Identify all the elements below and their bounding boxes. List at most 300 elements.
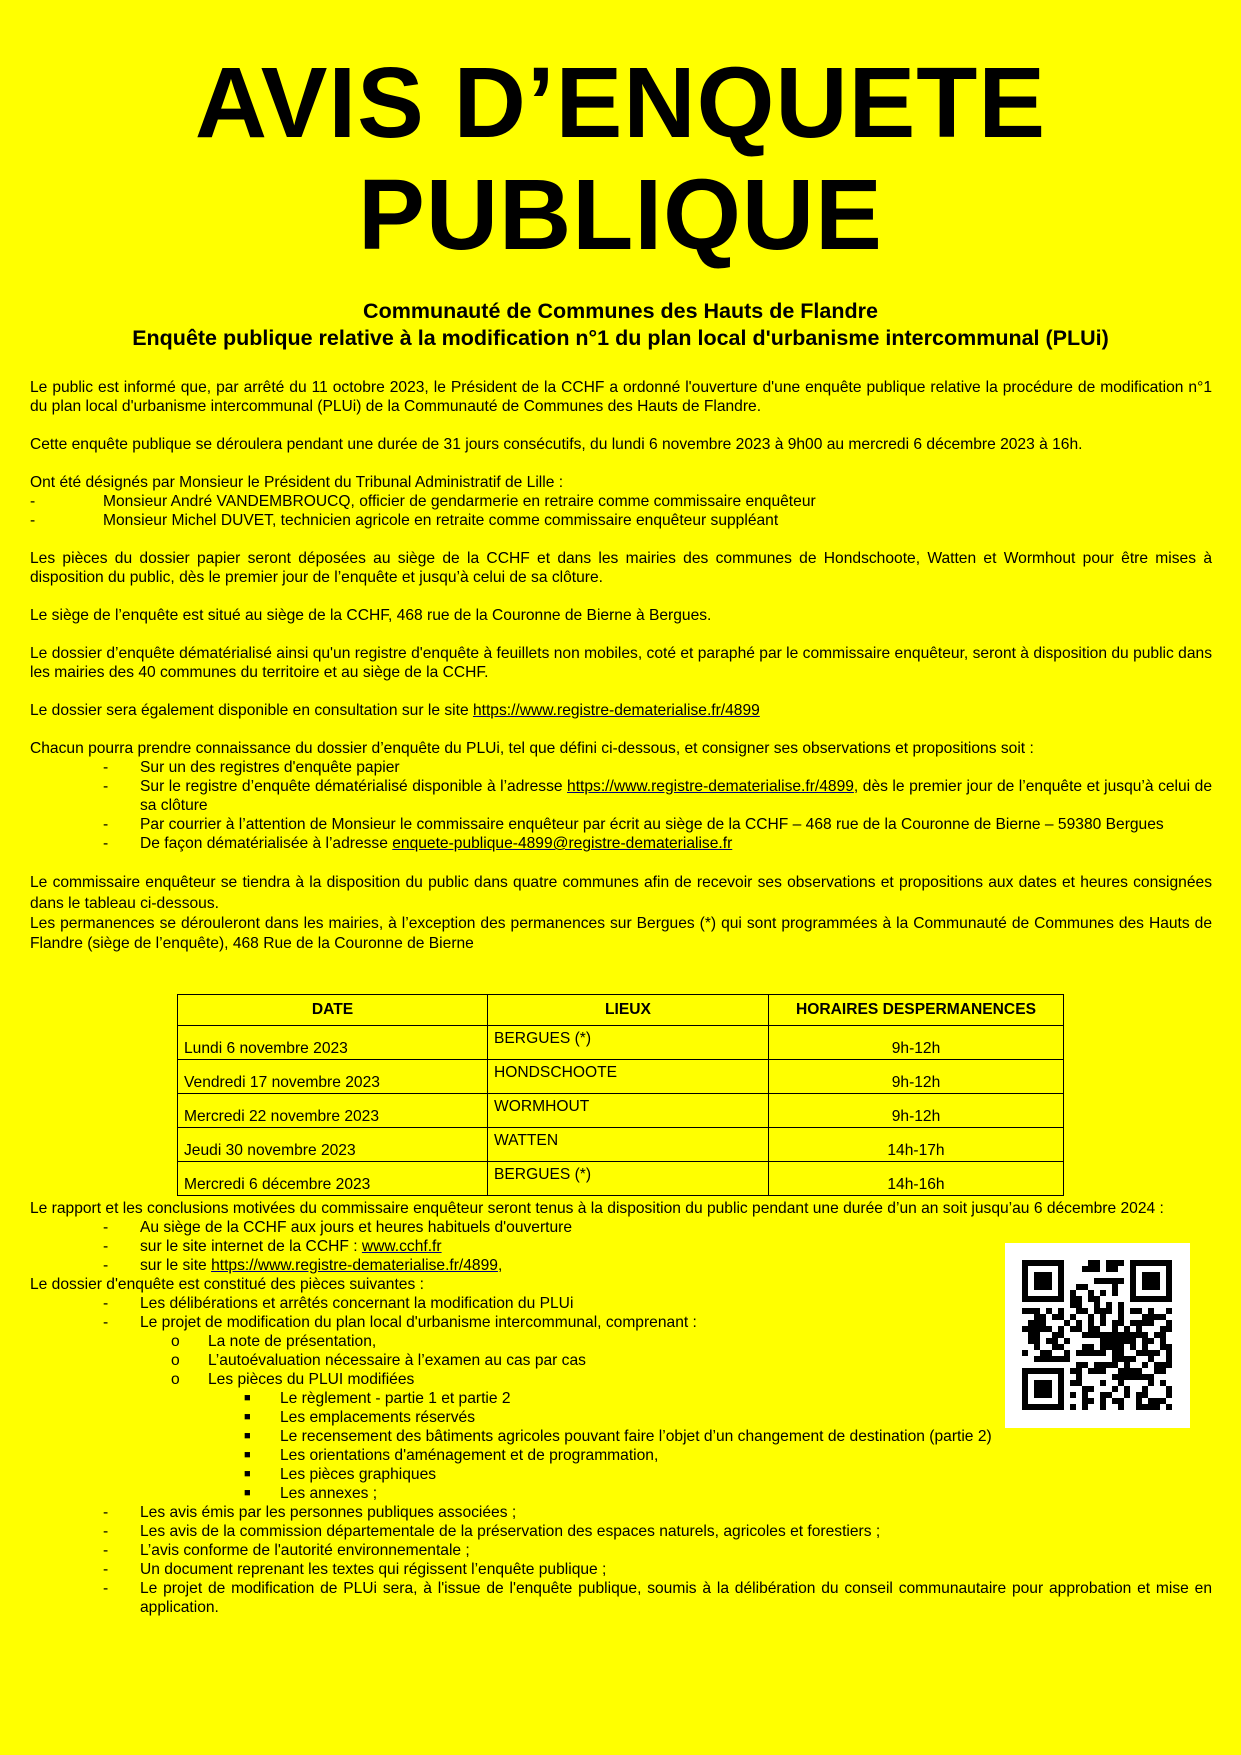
qr-module [1106, 1302, 1112, 1308]
qr-module [1148, 1398, 1154, 1404]
qr-module [1124, 1374, 1130, 1380]
qr-module [1118, 1338, 1124, 1344]
qr-module [1124, 1356, 1130, 1362]
qr-module [1136, 1350, 1142, 1356]
qr-module [1100, 1314, 1106, 1320]
qr-module [1028, 1338, 1034, 1344]
subtitle-line-1: Communauté de Communes des Hauts de Flandre [363, 299, 878, 323]
qr-module [1142, 1362, 1148, 1368]
qr-module [1142, 1392, 1148, 1398]
qr-module [1118, 1278, 1124, 1284]
qr-module [1082, 1266, 1088, 1272]
qr-module [1034, 1344, 1040, 1350]
list-item: ■ Les orientations d'aménagement et de programmation, [30, 1446, 1212, 1465]
qr-module [1166, 1326, 1172, 1332]
qr-module [1136, 1326, 1142, 1332]
qr-module [1142, 1320, 1148, 1326]
qr-module [1154, 1362, 1160, 1368]
qr-module [1058, 1314, 1064, 1320]
qr-module [1112, 1350, 1118, 1356]
qr-module [1106, 1332, 1112, 1338]
qr-module [1166, 1386, 1172, 1392]
circle-bullet: o [171, 1352, 180, 1369]
qr-module [1076, 1296, 1082, 1302]
qr-module [1088, 1320, 1094, 1326]
qr-module [1124, 1326, 1130, 1332]
qr-module [1136, 1398, 1142, 1404]
qr-module [1088, 1326, 1094, 1332]
qr-module [1118, 1308, 1124, 1314]
qr-module [1052, 1356, 1058, 1362]
dash-bullet: - [103, 816, 109, 833]
qr-module [1112, 1386, 1118, 1392]
qr-module [1142, 1314, 1148, 1320]
qr-module [1094, 1332, 1100, 1338]
qr-module [1130, 1356, 1136, 1362]
qr-module [1058, 1332, 1064, 1338]
qr-module [1130, 1368, 1136, 1374]
qr-module [1076, 1350, 1082, 1356]
dash-bullet: - [103, 835, 109, 852]
qr-module [1130, 1344, 1136, 1350]
qr-module [1118, 1374, 1124, 1380]
qr-module [1118, 1356, 1124, 1362]
paragraph-pieces-dossier: Le dossier d'enquête est constitué des pièces suivantes : [30, 1276, 424, 1293]
qr-module [1106, 1362, 1112, 1368]
paragraph-duree: Cette enquête publique se déroulera pendant une durée de 31 jours consécutifs, du lundi 6 novembre 2023 à 9h00 au mercredi 6 décembre 2023 à 16h. [30, 436, 1083, 453]
qr-module [1130, 1332, 1136, 1338]
qr-module [1040, 1356, 1046, 1362]
qr-module [1070, 1368, 1076, 1374]
dash-bullet: - [103, 778, 109, 795]
qr-module [1100, 1344, 1106, 1350]
qr-module [1082, 1284, 1088, 1290]
qr-module [1166, 1320, 1172, 1326]
qr-module [1166, 1404, 1172, 1410]
qr-module [1082, 1308, 1088, 1314]
qr-module [1040, 1326, 1046, 1332]
qr-module [1166, 1344, 1172, 1350]
qr-module [1058, 1356, 1064, 1362]
qr-module [1064, 1356, 1070, 1362]
qr-module [1142, 1404, 1148, 1410]
square-bullet: ■ [244, 1449, 251, 1461]
list-item: o La note de présentation, [30, 1332, 1212, 1351]
square-bullet: ■ [244, 1430, 251, 1442]
qr-module [1160, 1398, 1166, 1404]
notice-body-top [30, 378, 1212, 954]
qr-module [1076, 1326, 1082, 1332]
qr-module [1148, 1320, 1154, 1326]
qr-module [1148, 1308, 1154, 1314]
qr-module [1082, 1332, 1088, 1338]
qr-code-icon[interactable] [1005, 1243, 1190, 1428]
qr-module [1106, 1278, 1112, 1284]
qr-module [1118, 1332, 1124, 1338]
qr-module [1112, 1356, 1118, 1362]
qr-module [1136, 1308, 1142, 1314]
qr-module [1094, 1326, 1100, 1332]
qr-module [1124, 1338, 1130, 1344]
paragraph-lieux: Les permanences se dérouleront dans les mairies, à l’exception des permanences sur Bergues (*) qui sont programmées à la Communauté de Communes des Hauts de Flandre (siège de l’enquête), 468 Rue de la Couronne de Bierne [30, 915, 1212, 952]
qr-module [1100, 1404, 1106, 1410]
qr-module [1112, 1398, 1118, 1404]
qr-module [1130, 1308, 1136, 1314]
qr-module [1142, 1344, 1148, 1350]
qr-module [1118, 1368, 1124, 1374]
qr-module [1100, 1320, 1106, 1326]
qr-module [1142, 1332, 1148, 1338]
registre-link[interactable]: https://www.registre-dematerialise.fr/4899 [472, 702, 760, 719]
square-bullet: ■ [244, 1411, 251, 1423]
qr-module [1148, 1350, 1154, 1356]
qr-module [1082, 1362, 1088, 1368]
list-item: - Sur le registre d’enquête dématérialisé disponible à l’adresse https://www.registre-dematerialise.fr/4899, dès le premier jour de l’enquête et jusqu’à celui de sa clôture [30, 777, 1212, 815]
qr-module [1136, 1368, 1142, 1374]
qr-module [1154, 1314, 1160, 1320]
qr-module [1082, 1404, 1088, 1410]
qr-module [1160, 1332, 1166, 1338]
dash-bullet: - [103, 1542, 109, 1559]
list-item: ■ Les emplacements réservés [30, 1408, 1212, 1427]
qr-module [1100, 1350, 1106, 1356]
qr-module [1076, 1368, 1082, 1374]
dash-bullet: - [103, 1238, 109, 1255]
square-bullet: ■ [244, 1487, 251, 1499]
qr-module [1112, 1344, 1118, 1350]
qr-module [1070, 1290, 1076, 1296]
qr-module [1112, 1284, 1118, 1290]
qr-module [1166, 1392, 1172, 1398]
qr-module [1112, 1320, 1118, 1326]
qr-module [1124, 1368, 1130, 1374]
qr-module [1106, 1338, 1112, 1344]
qr-module [1136, 1392, 1142, 1398]
square-bullet: ■ [244, 1468, 251, 1480]
qr-module [1106, 1344, 1112, 1350]
qr-module [1142, 1374, 1148, 1380]
qr-module [1112, 1266, 1118, 1272]
circle-bullet: o [171, 1371, 180, 1388]
qr-module [1058, 1344, 1064, 1350]
paragraph-permanences: Le commissaire enquêteur se tiendra à la disposition du public dans quatre communes afin de recevoir ses observations et propositions aux dates et heures consignées dans le tableau ci-dessous. [30, 874, 1212, 912]
qr-module [1094, 1296, 1100, 1302]
registre-link[interactable]: https://www.registre-dematerialise.fr/4899 [567, 778, 854, 795]
qr-module [1118, 1314, 1124, 1320]
dash-bullet: - [30, 493, 36, 510]
qr-module [1100, 1278, 1106, 1284]
list-item: - De façon dématérialisée à l’adresse enquete-publique-4899@registre-dematerialise.fr [30, 834, 1212, 853]
qr-module [1064, 1320, 1070, 1326]
circle-bullet: o [171, 1333, 180, 1350]
qr-module [1094, 1350, 1100, 1356]
qr-module [1118, 1380, 1124, 1386]
qr-module [1076, 1320, 1082, 1326]
qr-module [1028, 1320, 1034, 1326]
qr-module [1094, 1368, 1100, 1374]
list-item: - Par courrier à l’attention de Monsieur le commissaire enquêteur par écrit au siège de la CCHF – 468 rue de la Couronne de Bierne – 59380 Bergues [30, 815, 1212, 834]
qr-module [1088, 1260, 1094, 1266]
qr-module [1112, 1278, 1118, 1284]
qr-module [1088, 1314, 1094, 1320]
qr-module [1028, 1308, 1034, 1314]
dash-bullet: - [103, 1314, 109, 1331]
qr-module [1082, 1350, 1088, 1356]
qr-module [1154, 1398, 1160, 1404]
qr-module [1022, 1308, 1028, 1314]
list-item: ■ Les annexes ; [30, 1484, 1212, 1503]
qr-module [1064, 1338, 1070, 1344]
qr-module [1118, 1398, 1124, 1404]
qr-module [1148, 1380, 1154, 1386]
qr-module [1112, 1260, 1118, 1266]
qr-module [1094, 1302, 1100, 1308]
qr-module [1136, 1404, 1142, 1410]
qr-module [1154, 1368, 1160, 1374]
qr-module [1052, 1332, 1058, 1338]
qr-module [1166, 1350, 1172, 1356]
table-row: Jeudi 30 novembre 2023 WATTEN 14h-17h [178, 1128, 1064, 1162]
qr-module [1160, 1344, 1166, 1350]
qr-module [1142, 1350, 1148, 1356]
qr-module [1130, 1374, 1136, 1380]
qr-module [1046, 1350, 1052, 1356]
qr-module [1118, 1260, 1124, 1266]
qr-module [1130, 1320, 1136, 1326]
paragraph-arrete: Le public est informé que, par arrêté du 11 octobre 2023, le Président de la CCHF a ordonné l'ouverture d'une enquête publique relative la procédure de modification n°1 du plan local d'urbanisme intercommunal (PLUi) de la Communauté de Communes des Hauts de Flandre. [30, 379, 1212, 415]
list-item: - Un document reprenant les textes qui régissent l’enquête publique ; [30, 1560, 1212, 1579]
dash-bullet: - [103, 1561, 109, 1578]
paragraph-siege: Le siège de l’enquête est situé au siège de la CCHF, 468 rue de la Couronne de Bierne à Bergues. [30, 607, 712, 624]
qr-module [1166, 1356, 1172, 1362]
list-item [30, 492, 1212, 511]
qr-module [1076, 1380, 1082, 1386]
list-item: - Sur un des registres d'enquête papier [30, 758, 1212, 777]
qr-module [1088, 1398, 1094, 1404]
dash-bullet: - [103, 759, 109, 776]
qr-module [1166, 1308, 1172, 1314]
qr-module [1160, 1368, 1166, 1374]
qr-module [1160, 1362, 1166, 1368]
qr-module [1070, 1380, 1076, 1386]
title-line-1: AVIS D’ENQUETE [194, 47, 1047, 159]
qr-module [1094, 1260, 1100, 1266]
qr-module [1100, 1338, 1106, 1344]
paragraph-modalites: Chacun pourra prendre connaissance du dossier d’enquête du PLUi, tel que défini ci-dessous, et consigner ses observations et propositions soit : [30, 740, 1034, 757]
qr-module [1088, 1350, 1094, 1356]
list-item: - sur le site https://www.registre-dematerialise.fr/4899, [30, 1256, 1212, 1275]
list-item: - Le projet de modification de PLUi sera, à l'issue de l'enquête publique, soumis à la délibération du conseil communautaire pour approbation et mise en application. [30, 1579, 1212, 1617]
qr-module [1076, 1308, 1082, 1314]
qr-module [1100, 1380, 1106, 1386]
qr-module [1124, 1386, 1130, 1392]
qr-module [1034, 1332, 1040, 1338]
list-item: o L’autoévaluation nécessaire à l’examen au cas par cas [30, 1351, 1212, 1370]
qr-module [1046, 1338, 1052, 1344]
qr-module [1112, 1362, 1118, 1368]
list-item: - Au siège de la CCHF aux jours et heures habituels d'ouverture [30, 1218, 1212, 1237]
qr-module [1082, 1344, 1088, 1350]
qr-module [1082, 1386, 1088, 1392]
qr-module [1148, 1356, 1154, 1362]
qr-module [1088, 1266, 1094, 1272]
qr-module [1046, 1356, 1052, 1362]
header-date: DATE [178, 995, 488, 1026]
qr-module [1076, 1284, 1082, 1290]
qr-module [1154, 1332, 1160, 1338]
qr-module [1112, 1374, 1118, 1380]
notice-subtitle [30, 298, 1211, 352]
paragraph-rapport: Le rapport et les conclusions motivées du commissaire enquêteur seront tenus à la disposition du public pendant une durée d’un an soit jusqu’au 6 décembre 2024 : [30, 1200, 1164, 1217]
commissaire-titulaire: Monsieur André VANDEMBROUCQ, officier de gendarmerie en retraire comme commissaire enquêteur [103, 493, 816, 510]
qr-module [1106, 1260, 1112, 1266]
qr-module [1118, 1320, 1124, 1326]
qr-module [1070, 1314, 1076, 1320]
cchf-link[interactable]: www.cchf.fr [361, 1238, 442, 1255]
qr-module [1022, 1326, 1028, 1332]
qr-module [1112, 1326, 1118, 1332]
qr-module [1100, 1362, 1106, 1368]
list-item: o Les pièces du PLUI modifiées [30, 1370, 1212, 1389]
list-item: - sur le site internet de la CCHF : www.cchf.fr [30, 1237, 1212, 1256]
qr-module [1094, 1278, 1100, 1284]
qr-module [1100, 1398, 1106, 1404]
qr-module [1034, 1356, 1040, 1362]
dash-bullet: - [103, 1580, 109, 1597]
qr-module [1148, 1404, 1154, 1410]
qr-module [1112, 1338, 1118, 1344]
qr-module [1076, 1302, 1082, 1308]
qr-module [1106, 1392, 1112, 1398]
paragraph-consultation: Le dossier sera également disponible en consultation sur le site https://www.registre-dematerialise.fr/4899 [30, 702, 760, 719]
table-header-row [178, 995, 1064, 1026]
qr-module [1142, 1338, 1148, 1344]
qr-module [1124, 1392, 1130, 1398]
qr-module [1034, 1314, 1040, 1320]
qr-module [1100, 1392, 1106, 1398]
qr-module [1136, 1320, 1142, 1326]
qr-module [1028, 1326, 1034, 1332]
qr-module [1022, 1350, 1028, 1356]
qr-module [1154, 1350, 1160, 1356]
qr-module [1136, 1374, 1142, 1380]
qr-module [1070, 1302, 1076, 1308]
qr-module [1046, 1326, 1052, 1332]
qr-module [1160, 1326, 1166, 1332]
qr-module [1124, 1332, 1130, 1338]
qr-module [1100, 1290, 1106, 1296]
table-row: Vendredi 17 novembre 2023 HONDSCHOOTE 9h-12h [178, 1060, 1064, 1094]
list-item: ■ Le recensement des bâtiments agricoles pouvant faire l’objet d’un changement de destination (partie 2) [30, 1427, 1212, 1446]
qr-module [1142, 1386, 1148, 1392]
qr-module [1040, 1350, 1046, 1356]
qr-module [1052, 1338, 1058, 1344]
qr-module [1028, 1332, 1034, 1338]
qr-module [1106, 1308, 1112, 1314]
table-row: Mercredi 6 décembre 2023 BERGUES (*) 14h-16h [178, 1162, 1064, 1196]
permanences-table [177, 994, 1064, 1196]
list-item: - Les délibérations et arrêtés concernant la modification du PLUi [30, 1294, 1212, 1313]
paragraph-pieces: Les pièces du dossier papier seront déposées au siège de la CCHF et dans les mairies des communes de Hondschoote, Watten et Wormhout pour être mises à disposition du public, dès le premier jour de l’enquête et jusqu’à celui de sa clôture. [30, 550, 1212, 586]
qr-module [1088, 1332, 1094, 1338]
list-item: - Le projet de modification du plan local d'urbanisme intercommunal, comprenant : [30, 1313, 1212, 1332]
qr-module [1034, 1326, 1040, 1332]
qr-module [1118, 1404, 1124, 1410]
commissaire-suppleant: Monsieur Michel DUVET, technicien agricole en retraite comme commissaire enquêteur suppléant [103, 512, 779, 529]
dash-bullet: - [103, 1295, 109, 1312]
square-bullet: ■ [244, 1392, 251, 1404]
qr-module [1052, 1314, 1058, 1320]
qr-module [1124, 1362, 1130, 1368]
dash-bullet: - [103, 1523, 109, 1540]
qr-module [1052, 1344, 1058, 1350]
dash-bullet: - [103, 1257, 109, 1274]
qr-module [1148, 1338, 1154, 1344]
qr-module [1148, 1314, 1154, 1320]
qr-module [1106, 1266, 1112, 1272]
qr-module [1034, 1338, 1040, 1344]
qr-module [1070, 1392, 1076, 1398]
qr-module [1088, 1368, 1094, 1374]
header-lieux: LIEUX [488, 995, 769, 1026]
qr-module [1100, 1332, 1106, 1338]
list-item [30, 511, 1212, 530]
title-line-2: PUBLIQUE [358, 159, 883, 271]
qr-module [1082, 1398, 1088, 1404]
qr-module [1058, 1326, 1064, 1332]
dash-bullet: - [30, 512, 36, 529]
qr-module [1094, 1362, 1100, 1368]
qr-module [1160, 1314, 1166, 1320]
qr-module [1130, 1338, 1136, 1344]
dash-bullet: - [103, 1219, 109, 1236]
qr-module [1148, 1374, 1154, 1380]
qr-module [1088, 1386, 1094, 1392]
subtitle-line-2: Enquête publique relative à la modification n°1 du plan local d'urbanisme intercommunal (PLUi) [132, 326, 1109, 350]
qr-module [1082, 1392, 1088, 1398]
registre-link[interactable]: https://www.registre-dematerialise.fr/4899 [211, 1257, 498, 1274]
qr-module [1064, 1350, 1070, 1356]
dash-bullet: - [103, 1504, 109, 1521]
qr-module [1076, 1362, 1082, 1368]
qr-module [1088, 1290, 1094, 1296]
qr-module [1136, 1332, 1142, 1338]
qr-module [1100, 1308, 1106, 1314]
qr-module [1118, 1344, 1124, 1350]
qr-module [1034, 1308, 1040, 1314]
paragraph-designation: Ont été désignés par Monsieur le Président du Tribunal Administratif de Lille : [30, 474, 564, 491]
qr-module [1160, 1380, 1166, 1386]
qr-module [1100, 1368, 1106, 1374]
notice-title [0, 47, 1241, 271]
qr-module [1076, 1374, 1082, 1380]
qr-module [1040, 1320, 1046, 1326]
table-row: Mercredi 22 novembre 2023 WORMHOUT 9h-12h [178, 1094, 1064, 1128]
qr-module [1160, 1338, 1166, 1344]
qr-module [1034, 1320, 1040, 1326]
qr-module [1094, 1266, 1100, 1272]
qr-code-graphic [1005, 1243, 1190, 1428]
email-link[interactable]: enquete-publique-4899@registre-dematerialise.fr [392, 835, 733, 852]
qr-module [1088, 1344, 1094, 1350]
qr-module [1046, 1308, 1052, 1314]
qr-module [1166, 1362, 1172, 1368]
qr-module [1118, 1350, 1124, 1356]
header-horaires: HORAIRES DESPERMANENCES [769, 995, 1064, 1026]
qr-module [1070, 1296, 1076, 1302]
list-item: ■ Le règlement - partie 1 et partie 2 [30, 1389, 1212, 1408]
list-item: - L’avis conforme de l'autorité environnementale ; [30, 1541, 1212, 1560]
